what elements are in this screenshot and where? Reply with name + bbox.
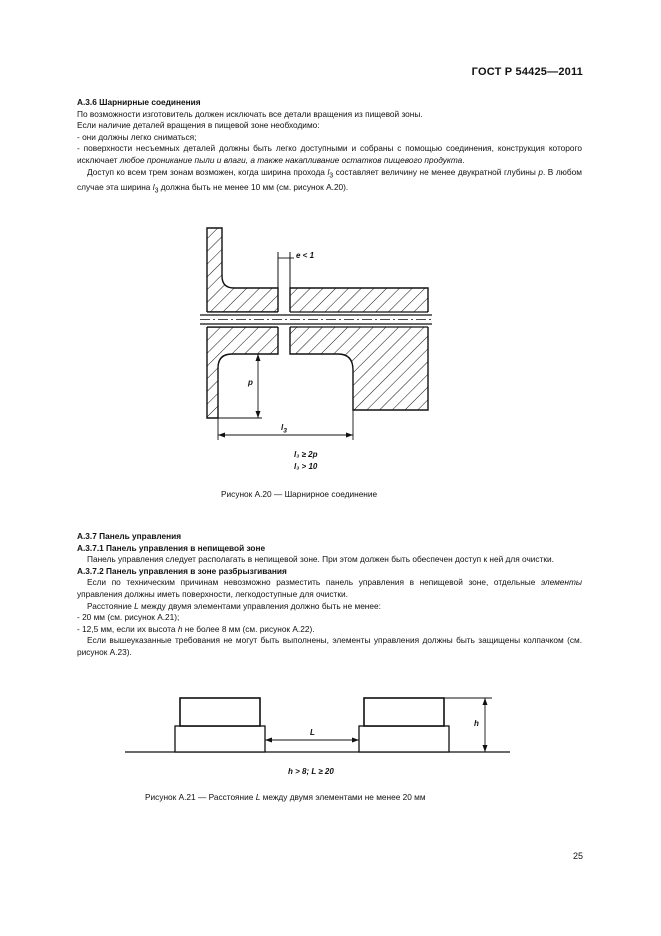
a21-element-right-base bbox=[359, 726, 449, 752]
section-a37 bbox=[77, 531, 582, 659]
label-h: h bbox=[474, 719, 479, 728]
label-L: L bbox=[310, 728, 315, 737]
paragraph: Доступ ко всем трем зонам возможен, когда ширина прохода $l_3$ составляет величину не менее двукратной глубины p. В любом случае эта ширина $l_3$ должна быть не менее 10 мм (см. рисунок А.20). bbox=[77, 166, 582, 195]
label-e: e < 1 bbox=[296, 251, 315, 260]
a21-element-left-base bbox=[175, 726, 265, 752]
label-p: p bbox=[248, 378, 253, 387]
wall-lower-part bbox=[207, 327, 278, 418]
figure-a20-caption: Рисунок А.20 — Шарнирное соединение bbox=[221, 489, 378, 499]
right-block bbox=[290, 288, 428, 410]
paragraph: Если наличие деталей вращения в пищевой зоне необходимо: bbox=[77, 120, 320, 131]
page-number: 25 bbox=[572, 851, 583, 861]
list-item: - 12,5 мм, если их высота h не более 8 мм (см. рисунок А.22). bbox=[77, 623, 315, 634]
wall-upper-part bbox=[207, 228, 278, 312]
a21-element-left-top bbox=[180, 698, 260, 726]
paragraph: Если вышеуказанные требования не могут быть выполнены, элементы управления должны быть защищены колпачком (см. рисунок А.23). bbox=[77, 635, 582, 657]
formula-1: l₃ ≥ 2p bbox=[294, 450, 318, 459]
paragraph: Если по техническим причинам невозможно разместить панель управления в непищевой зоне, отдельные элементы управления должны иметь поверхности, легкодоступные для очистки. bbox=[77, 577, 582, 599]
section-heading: А.3.6 Шарнирные соединения bbox=[77, 97, 201, 107]
paragraph: Расстояние L между двумя элементами управления должно быть не менее: bbox=[87, 600, 381, 611]
paragraph: Панель управления следует располагать в непищевой зоне. При этом должен быть обеспечен доступ к ней для очистки. bbox=[87, 554, 554, 565]
subsection-heading: А.3.7.2 Панель управления в зоне разбрызгивания bbox=[77, 565, 287, 576]
formula-a21: h > 8; L ≥ 20 bbox=[288, 767, 334, 776]
list-item: - поверхности несъемных деталей должны быть легко доступными и собраны с помощью соединения, конструкция которого исключает любое проникание пыли и влаги, а также накапливание остатков пищевого продукта. bbox=[77, 143, 582, 165]
formula-2: l₃ > 10 bbox=[294, 462, 318, 471]
section-heading: А.3.7 Панель управления bbox=[77, 531, 182, 541]
label-l3: $l_3$ bbox=[281, 423, 287, 435]
list-item: - 20 мм (см. рисунок А.21); bbox=[77, 612, 180, 623]
paragraph: По возможности изготовитель должен исключать все детали вращения из пищевой зоны. bbox=[77, 108, 423, 119]
subsection-heading: А.3.7.1 Панель управления в непищевой зоне bbox=[77, 542, 266, 553]
a21-element-right-top bbox=[364, 698, 444, 726]
figure-a21-caption: Рисунок А.21 — Расстояние L между двумя элементами не менее 20 мм bbox=[145, 792, 426, 802]
list-item: - они должны легко сниматься; bbox=[77, 131, 197, 142]
document-id: ГОСТ Р 54425—2011 bbox=[471, 66, 583, 78]
